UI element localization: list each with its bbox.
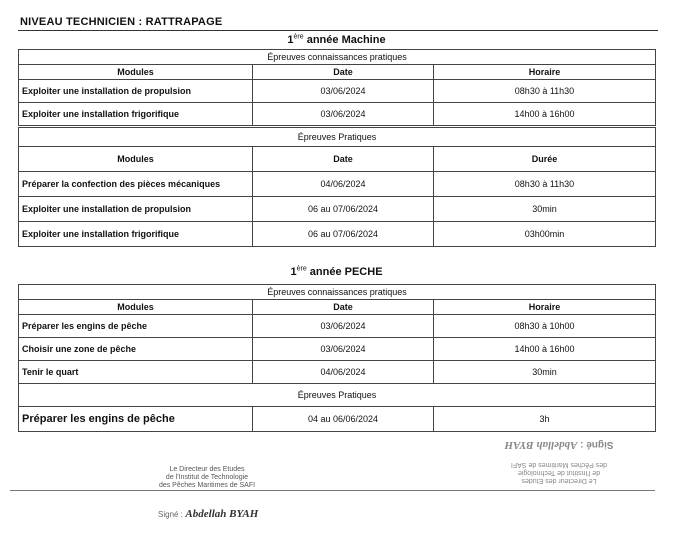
col-header-time: Horaire [434,65,656,80]
table-row [19,407,656,432]
section-title-rest: année Machine [306,34,386,46]
time-cell: 08h30 à 11h30 [434,80,656,103]
col-header-modules: Modules [19,147,253,172]
mirror-line: de l'Institut de Technologie [517,469,601,476]
section-title-peche [18,266,655,278]
table-row [19,222,656,247]
machine-practical-table [18,127,656,247]
col-header-date: Date [253,300,434,315]
date-cell: 04 au 06/06/2024 [253,407,434,432]
date-cell: 03/06/2024 [253,315,434,338]
section-title-rest: année PECHE [309,266,383,278]
mirrored-signature-block [484,460,634,484]
director-block [142,466,272,490]
module-cell: Exploiter une installation de propulsion [19,197,253,222]
col-header-duration: Durée [434,147,656,172]
table-row [19,103,656,126]
date-cell: 04/06/2024 [253,361,434,384]
peche-theory-table [18,284,656,432]
time-cell: 3h [434,407,656,432]
module-cell: Préparer les engins de pêche [19,407,253,432]
mirrored-signature-name [484,440,634,449]
col-header-date: Date [253,65,434,80]
time-cell: 14h00 à 16h00 [434,103,656,126]
section-title-sup: ère [293,33,304,41]
section-title-sup: ère [296,265,307,273]
time-cell: 08h30 à 10h00 [434,315,656,338]
date-cell: 06 au 07/06/2024 [253,222,434,247]
table-row [19,172,656,197]
time-cell: 30min [434,197,656,222]
mirror-line: Le Directeur des Etudes [521,477,597,484]
band-title: Épreuves connaissances pratiques [19,285,656,300]
signer-name: Abdellah BYAH [185,508,259,520]
module-cell: Exploiter une installation frigorifique [19,222,253,247]
module-cell: Exploiter une installation de propulsion [19,80,253,103]
table-row [19,315,656,338]
section-title-machine [18,34,655,46]
signed-prefix: Signé : [158,510,183,519]
machine-theory-table [18,49,656,126]
section-title-num: 1 [287,34,294,46]
time-cell: 14h00 à 16h00 [434,338,656,361]
col-header-date: Date [253,147,434,172]
signed-prefix: Signé : [580,439,614,450]
col-header-time: Horaire [434,300,656,315]
module-cell: Préparer la confection des pièces mécaniques [19,172,253,197]
date-cell: 04/06/2024 [253,172,434,197]
signer-name: Abdellah BYAH [504,439,578,451]
date-cell: 03/06/2024 [253,80,434,103]
director-line: de l'Institut de Technologie [165,474,249,481]
footer-rule [10,490,655,491]
page-title: NIVEAU TECHNICIEN : RATTRAPAGE [20,16,223,28]
module-cell: Tenir le quart [19,361,253,384]
time-cell: 08h30 à 11h30 [434,172,656,197]
module-cell: Préparer les engins de pêche [19,315,253,338]
header-rule [18,30,658,31]
table-row [19,361,656,384]
band-title: Épreuves Pratiques [19,384,656,407]
time-cell: 30min [434,361,656,384]
director-line: Le Directeur des Etudes [169,466,245,473]
time-cell: 03h00min [434,222,656,247]
col-header-modules: Modules [19,300,253,315]
table-row [19,197,656,222]
col-header-modules: Modules [19,65,253,80]
date-cell: 03/06/2024 [253,338,434,361]
section-title-num: 1 [290,266,297,278]
table-row [19,80,656,103]
module-cell: Exploiter une installation frigorifique [19,103,253,126]
module-cell: Choisir une zone de pêche [19,338,253,361]
band-title: Épreuves Pratiques [19,128,656,147]
signature-line [158,508,258,520]
date-cell: 03/06/2024 [253,103,434,126]
mirror-line: des Pêches Maritimes de SAFI [510,461,608,468]
date-cell: 06 au 07/06/2024 [253,197,434,222]
director-line: des Pêches Maritimes de SAFI [158,482,256,489]
band-title: Épreuves connaissances pratiques [19,50,656,65]
table-row [19,338,656,361]
